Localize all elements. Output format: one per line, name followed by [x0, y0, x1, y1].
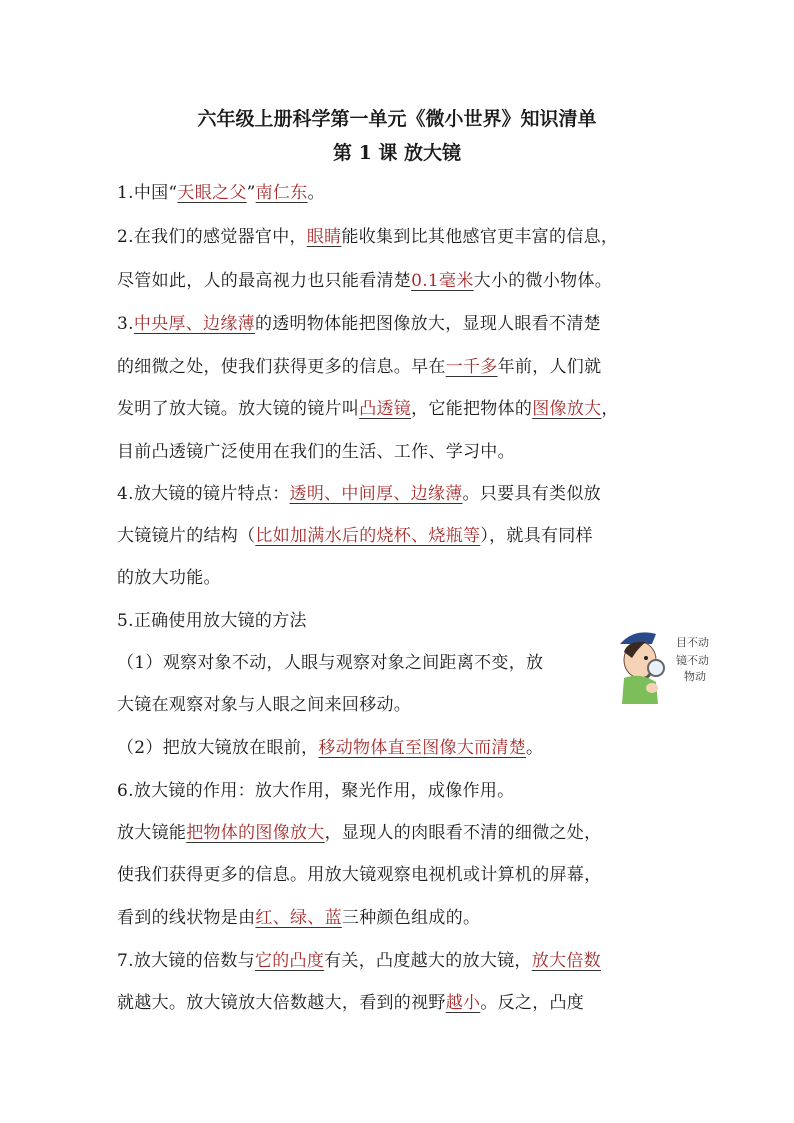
answer-highlight: 透明、中间厚、边缘薄	[289, 484, 463, 504]
text-segment: 目前凸透镜广泛使用在我们的生活、工作、学习中。	[117, 442, 515, 462]
document-title: 六年级上册科学第一单元《微小世界》知识清单	[197, 108, 597, 130]
text-line	[117, 860, 601, 885]
text-segment: 使我们获得更多的信息。用放大镜观察电视机或计算机的屏幕，	[117, 865, 602, 885]
text-segment: 放大镜能	[117, 823, 187, 843]
text-line	[117, 946, 601, 971]
text-line	[117, 309, 601, 334]
text-segment: ，	[601, 399, 619, 419]
text-segment: 大镜镜片的结构（	[117, 526, 256, 546]
answer-highlight: 天眼之父	[177, 183, 247, 203]
answer-highlight: 放大倍数	[531, 951, 601, 971]
answer-highlight: 图像放大	[532, 399, 602, 419]
text-segment: 年前，人们就	[497, 357, 602, 377]
text-segment: 1.中国“	[117, 183, 178, 203]
text-segment: 3.	[117, 314, 134, 334]
text-segment: 能收集到比其他感官更丰富的信息，	[341, 227, 619, 247]
text-line	[117, 690, 411, 715]
caption-line-2: 镜不动	[676, 654, 709, 667]
answer-highlight: 南仁东	[255, 183, 308, 203]
text-segment: 三种颜色组成的。	[341, 908, 481, 928]
text-segment: ），就具有同样	[480, 526, 593, 546]
magnifier-illustration	[612, 622, 722, 704]
text-segment: 大镜在观察对象与人眼之间来回移动。	[117, 695, 412, 715]
answer-highlight: 凸透镜	[359, 399, 412, 419]
text-segment: 。	[307, 183, 325, 203]
text-segment: ，它能把物体的	[411, 399, 533, 419]
text-line	[117, 521, 593, 546]
text-line	[117, 903, 480, 928]
text-line	[117, 818, 601, 843]
answer-highlight: 把物体的图像放大	[186, 823, 325, 843]
text-line	[117, 648, 543, 673]
text-segment: 。	[526, 738, 544, 758]
text-segment: 大小的微小物体。	[473, 271, 613, 291]
caption-line-3: 物动	[684, 670, 706, 683]
magnifier-icon	[648, 660, 664, 676]
text-segment: 的放大功能。	[117, 568, 221, 588]
text-segment: 有关，凸度越大的放大镜，	[324, 951, 532, 971]
text-segment: 6.放大镜的作用：放大作用，聚光作用，成像作用。	[117, 781, 515, 801]
text-line	[117, 222, 618, 247]
text-line	[117, 352, 601, 377]
text-segment: 7.放大镜的倍数与	[117, 951, 255, 971]
answer-highlight: 红、绿、蓝	[255, 908, 342, 928]
answer-highlight: 移动物体直至图像大而清楚	[318, 738, 527, 758]
answer-highlight: 中央厚、边缘薄	[133, 314, 255, 334]
text-segment: 的细微之处，使我们获得更多的信息。早在	[117, 357, 446, 377]
text-line	[117, 733, 543, 758]
text-segment: （2）把放大镜放在眼前，	[117, 738, 319, 758]
answer-highlight: 越小	[445, 993, 481, 1013]
text-segment: （1）观察对象不动，人眼与观察对象之间距离不变，放	[117, 653, 544, 673]
text-line	[117, 776, 514, 801]
answer-highlight: 眼睛	[306, 227, 342, 247]
lesson-title: 第 1 课 放大镜	[332, 142, 462, 164]
caption-line-1: 目不动	[676, 636, 709, 649]
text-segment: 尽管如此，人的最高视力也只能看清楚	[117, 271, 412, 291]
text-segment: ”	[246, 183, 256, 203]
text-line	[117, 606, 307, 631]
text-segment: ，显现人的肉眼看不清的细微之处，	[324, 823, 602, 843]
text-line	[117, 479, 601, 504]
answer-highlight: 一千多	[445, 357, 498, 377]
text-segment: 5.正确使用放大镜的方法	[117, 611, 307, 631]
answer-highlight: 0.1毫米	[411, 271, 474, 291]
text-segment: 。只要具有类似放	[462, 484, 601, 504]
answer-highlight: 比如加满水后的烧杯、烧瓶等	[255, 526, 481, 546]
text-line	[117, 394, 619, 419]
text-segment: 的透明物体能把图像放大，显现人眼看不清楚	[254, 314, 601, 334]
text-segment: 2.在我们的感觉器官中，	[117, 227, 307, 247]
text-segment: 就越大。放大镜放大倍数越大，看到的视野	[117, 993, 446, 1013]
text-line	[117, 178, 325, 203]
text-line	[117, 437, 515, 462]
text-line	[117, 266, 612, 291]
text-segment: 4.放大镜的镜片特点：	[117, 484, 290, 504]
text-segment: 。反之，凸度	[480, 993, 585, 1013]
text-line	[117, 988, 584, 1013]
text-line	[117, 563, 221, 588]
text-segment: 看到的线状物是由	[117, 908, 256, 928]
answer-highlight: 它的凸度	[254, 951, 325, 971]
text-segment: 发明了放大镜。放大镜的镜片叫	[117, 399, 360, 419]
